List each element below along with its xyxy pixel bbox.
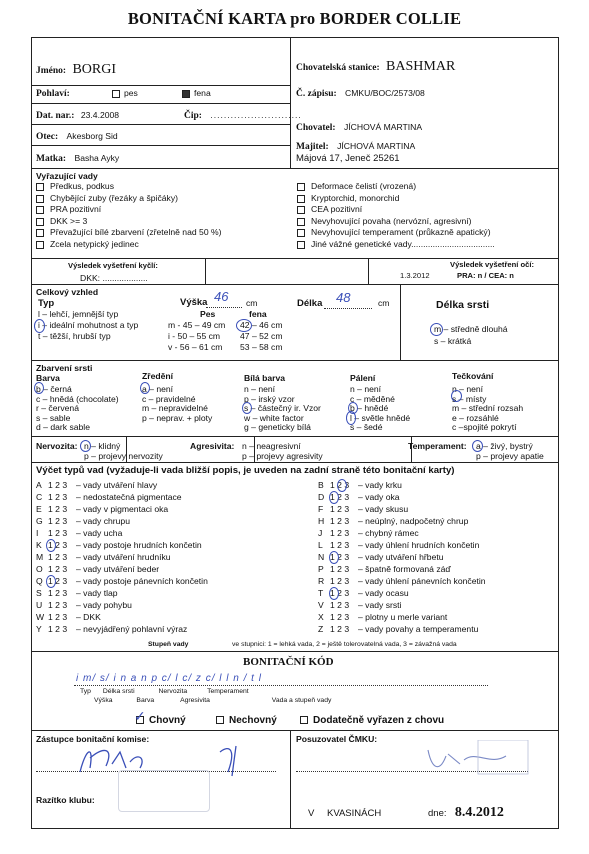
fault-severity: 1 2 3 (330, 480, 350, 490)
place-field (308, 808, 381, 819)
divider (290, 37, 291, 168)
hips-label: Výsledek vyšetření kyčlí: (68, 261, 158, 270)
dam-label: Matka: (36, 154, 67, 164)
disqualifying-checkbox[interactable] (36, 241, 44, 249)
fault-severity: 1 2 3 (330, 624, 350, 634)
card-title: BONITAČNÍ KARTA pro BORDER COLLIE (127, 9, 462, 28)
eyes-result-text: PRA: n / CEA: n (457, 271, 514, 280)
white-item: n – není (244, 384, 276, 394)
legend-coat: Délka srsti (102, 688, 135, 695)
disqualifying-item: PRA pozitivní (50, 204, 102, 215)
fault-severity: 1 2 3 (330, 504, 350, 514)
fault-description: – vady pohybu (76, 600, 132, 610)
female-size-v: 53 – 58 cm (240, 342, 283, 352)
disqualifying-item: Jiné vážné genetické vady................................... (311, 239, 495, 249)
temperament-label: Temperament: (408, 441, 467, 451)
breeder-value: JÍCHOVÁ MARTINA (343, 122, 423, 132)
fault-letter: E (36, 504, 42, 514)
chip-value: ........................... (210, 110, 302, 120)
fault-description: – vady v pigmentaci oka (76, 504, 169, 514)
fault-n-mark (329, 551, 339, 564)
severity-label: Stupeň vady (148, 641, 189, 648)
divider (400, 284, 401, 360)
aggression-none: n – neagresivní (242, 441, 301, 451)
fault-b-mark (337, 479, 347, 492)
color-title: Barva (36, 373, 60, 383)
nervousness-calm: n – klidný (84, 441, 121, 451)
hips-dkk: DKK: ................... (80, 273, 148, 283)
fault-description: – DKK (76, 612, 101, 622)
fault-description: – vady úhlení hrudních končetin (358, 540, 480, 550)
fault-description: – vady ucha (76, 528, 123, 538)
legend-type: Typ (80, 688, 91, 695)
fault-description: – nedostatečná pigmentace (76, 492, 182, 502)
fault-severity: 1 2 3 (330, 576, 350, 586)
faults-title: Výčet typů vad (vyžaduje-li vada bližší popis, je uveden na zadní straně této bonitační karty) (36, 465, 455, 476)
fault-description: – vady postoje hrudních končetin (76, 540, 202, 550)
type-item-light: l – lehčí, jemnější typ (38, 309, 119, 319)
owner-address: Májová 17, Jeneč 25261 (296, 153, 400, 164)
fault-severity: 1 2 3 (48, 612, 68, 622)
fault-letter: P (318, 564, 324, 574)
fault-letter: T (318, 588, 324, 598)
sex-label: Pohlaví: (36, 89, 70, 99)
fault-severity: 1 2 3 (330, 516, 350, 526)
breeding-label: Chovný (149, 715, 186, 726)
tan-item: n – není (350, 384, 382, 394)
color-item: b – černá (36, 384, 72, 394)
male-size-i: i - 50 – 55 cm (168, 331, 221, 341)
owner-label: Majitel: (296, 142, 329, 152)
fault-description: – vady utváření hřbetu (358, 552, 444, 562)
fault-k-mark (46, 539, 56, 552)
female-size-i: 47 – 52 cm (240, 331, 283, 341)
color-item: c – hnědá (chocolate) (36, 393, 119, 404)
fault-severity: 1 2 3 (48, 564, 68, 574)
male-size-m: m - 45 – 49 cm (168, 320, 226, 330)
disqualifying-item: Nevyhovující temperament (průkazně apatický) (311, 227, 491, 238)
fault-letter: U (36, 600, 43, 610)
female-label: fena (194, 88, 211, 98)
legend-height: Výška (94, 697, 113, 704)
fault-letter: M (36, 552, 44, 562)
male-label: pes (124, 88, 138, 98)
sire-label: Otec: (36, 132, 59, 142)
tan-item: c – měděné (350, 393, 395, 404)
fault-description: – špatně formovaná záď (358, 564, 451, 574)
tan-title: Pálení (350, 373, 376, 383)
fault-description: – vady skusu (358, 504, 409, 514)
white-title: Bílá barva (244, 373, 286, 383)
date-value: 8.4.2012 (454, 805, 504, 820)
fault-description: – vady srsti (358, 600, 402, 610)
fault-letter: B (318, 480, 324, 490)
color-item: d – dark sable (36, 422, 90, 433)
place-value: KVASINÁCH (326, 808, 382, 819)
code-value: i m/ s/ i n a n p c/ l c/ z c/ l l n / t l (76, 673, 262, 684)
fault-letter: L (318, 540, 323, 550)
birthdate-label: Dat. nar.: (36, 111, 75, 121)
white-item: w – white factor (244, 412, 304, 423)
color-item: s – sable (36, 412, 71, 423)
fault-description: – neúplný, nadpočetný chrup (358, 516, 469, 526)
divider (31, 651, 559, 652)
fault-letter: X (318, 612, 324, 622)
divider (31, 103, 290, 104)
fault-severity: 1 2 3 (330, 588, 350, 598)
code-legend-bottom (94, 697, 331, 704)
chip-label: Čip: (184, 111, 202, 121)
name-field (36, 62, 116, 78)
fault-description: – plotny u merle variant (358, 612, 448, 622)
fault-letter: Z (318, 624, 324, 634)
white-item: p – irský vzor (244, 393, 295, 404)
divider (31, 284, 559, 285)
type-label: Typ (38, 298, 55, 309)
fault-severity: 1 2 3 (330, 564, 350, 574)
severity-legend: ve stupnici: 1 = lehká vada, 2 = ještě tolerovatelná vada, 3 = závažná vada (232, 641, 457, 648)
tan-l-selection-mark (346, 411, 356, 425)
fault-severity: 1 2 3 (330, 492, 350, 502)
dilution-selection-mark (140, 382, 150, 394)
disqualifying-checkbox[interactable] (297, 229, 305, 237)
disqualifying-item: Kryptorchid, monorchid (311, 192, 400, 203)
fault-letter: F (318, 504, 324, 514)
fault-severity: 1 2 3 (48, 516, 68, 526)
fault-severity: 1 2 3 (330, 552, 350, 562)
fault-severity: 1 2 3 (330, 540, 350, 550)
registration-value: CMKU/BOC/2573/08 (345, 88, 425, 98)
fault-severity: 1 2 3 (48, 588, 68, 598)
female-size-m: 42 – 46 cm (240, 320, 283, 330)
length-value: 48 (336, 290, 351, 305)
ticking-selection-mark (451, 390, 462, 402)
removed-label: Dodatečně vyřazen z chovu (313, 715, 445, 726)
disqualifying-checkbox[interactable] (36, 195, 44, 203)
coat-length-title: Délka srsti (436, 299, 490, 311)
disqualifying-item: Předkus, podkus (50, 181, 115, 191)
code-legend-top (80, 688, 249, 695)
divider (31, 168, 559, 169)
fault-description: – vady utváření hlavy (76, 480, 158, 490)
fault-severity: 1 2 3 (48, 480, 68, 490)
name-value: BORGI (72, 62, 117, 77)
dam-value: Basha Ayky (74, 153, 120, 163)
ticking-item: e – rozsáhlé (452, 412, 499, 423)
tan-item: b – hnědé (350, 403, 389, 414)
divider (31, 258, 559, 259)
aggression-signs: p – projevy agresivity (242, 451, 323, 461)
legend-nervousness: Nervozita (158, 688, 188, 695)
fault-letter: J (318, 528, 323, 538)
name-label: Jméno: (36, 66, 67, 76)
white-selection-mark (242, 402, 252, 414)
divider (31, 436, 559, 437)
male-checkbox[interactable] (112, 90, 120, 98)
disqualifying-checkbox[interactable] (297, 206, 305, 214)
fault-description: – vady povahy a temperamentu (358, 624, 479, 634)
divider (290, 730, 291, 829)
male-size-v: v - 56 – 61 cm (168, 342, 223, 352)
dilution-item: a – není (142, 384, 174, 394)
judge-label: Posuzovatel ČMKU: (296, 734, 378, 744)
dilution-title: Zředění (142, 371, 174, 381)
sex-field (36, 88, 70, 99)
judge-signature (420, 740, 530, 780)
coloring-title: Zbarvení srsti (36, 363, 93, 373)
code-title: BONITAČNÍ KÓD (243, 656, 334, 668)
owner-field (296, 141, 415, 152)
disqualifying-checkbox[interactable] (36, 218, 44, 226)
fault-description: – chybný rámec (358, 528, 419, 538)
coat-length-medium: m – středně dlouhá (434, 324, 508, 334)
disqualifying-item: Chybějící zuby (řezáky a špičáky) (50, 192, 178, 203)
height-label: Výška (180, 297, 208, 308)
fault-severity: 1 2 3 (48, 576, 68, 586)
chip-field (184, 110, 302, 121)
fault-severity: 1 2 3 (48, 540, 68, 550)
fault-letter: Y (36, 624, 42, 634)
divider (31, 145, 290, 146)
divider (31, 360, 559, 361)
fault-description: – vady utváření hrudníku (76, 552, 171, 562)
disqualifying-checkbox[interactable] (297, 183, 305, 191)
stamp-label: Razítko klubu: (36, 795, 95, 805)
disqualifying-item: CEA pozitivní (311, 204, 363, 215)
non-breeding-label: Nechovný (229, 715, 277, 726)
fault-description: – vady ocasu (358, 588, 409, 598)
appearance-title: Celkový vzhled (36, 287, 99, 297)
fault-description: – vady krku (358, 480, 402, 490)
aggression-label: Agresivita: (190, 441, 235, 451)
birthdate-field (36, 110, 119, 121)
temperament-apathy: p – projevy apatie (476, 451, 544, 461)
fault-severity: 1 2 3 (48, 528, 68, 538)
owner-value: JÍCHOVÁ MARTINA (337, 141, 416, 151)
sire-field (36, 131, 118, 142)
divider (31, 124, 290, 125)
dilution-item: p – neprav. + ploty (142, 412, 213, 423)
fault-severity: 1 2 3 (48, 492, 68, 502)
temperament-selection-mark (472, 440, 483, 452)
breeder-field (296, 122, 422, 133)
disqualifying-checkbox[interactable] (36, 206, 44, 214)
dilution-item: c – pravidelné (142, 393, 196, 404)
disqualifying-checkbox[interactable] (297, 218, 305, 226)
legend-temperament: Temperament (207, 688, 249, 695)
fault-letter: S (36, 588, 42, 598)
fault-description: – nevyjádřený pohlavní výraz (76, 624, 188, 634)
color-selection-mark (34, 382, 44, 394)
fault-severity: 1 2 3 (48, 504, 68, 514)
code-line (74, 684, 488, 686)
non-breeding-checkbox[interactable] (216, 716, 224, 724)
female-column-label: fena (249, 309, 267, 319)
disqualifying-checkbox[interactable] (297, 195, 305, 203)
length-label: Délka (297, 298, 323, 309)
fault-description: – vady chrupu (76, 516, 130, 526)
fault-severity: 1 2 3 (330, 612, 350, 622)
fault-letter: K (36, 540, 42, 550)
fault-letter: V (318, 600, 324, 610)
fault-letter: N (318, 552, 325, 562)
fault-severity: 1 2 3 (330, 528, 350, 538)
coat-selection-mark (430, 323, 443, 336)
length-line (324, 299, 372, 309)
club-stamp (118, 770, 210, 812)
length-unit: cm (378, 298, 390, 308)
fault-letter: A (36, 480, 42, 490)
disqualifying-checkbox[interactable] (36, 183, 44, 191)
date-field (428, 805, 504, 821)
fault-severity: 1 2 3 (48, 552, 68, 562)
breeder-label: Chovatel: (296, 123, 336, 133)
fault-letter: Q (36, 576, 43, 586)
fault-description: – vady oka (358, 492, 400, 502)
legend-color: Barva (136, 697, 155, 704)
fault-d-mark (329, 491, 339, 504)
male-column-label: Pes (200, 309, 216, 319)
legend-aggression: Agresivita (180, 697, 210, 704)
coat-length-short: s – krátká (434, 336, 472, 346)
fault-description: – vady utváření beder (76, 564, 160, 574)
type-item-heavy: t – těžší, hrubší typ (38, 331, 111, 341)
kennel-label: Chovatelská stanice: (296, 63, 380, 73)
eyes-result (457, 271, 514, 280)
registration-field (296, 88, 425, 99)
height-value: 46 (214, 289, 229, 304)
disqualifying-item: Nevyhovující povaha (nervózní, agresivní) (311, 215, 472, 226)
nervousness-label: Nervozita: (36, 441, 78, 451)
date-label: dne: (428, 808, 447, 819)
type-item-ideal: i – ideální mohutnost a typ (38, 320, 139, 330)
fault-letter: R (318, 576, 325, 586)
registration-label: Č. zápisu: (296, 89, 337, 99)
white-item: s – částečný ir. Vzor (244, 403, 321, 414)
birthdate-value: 23.4.2008 (80, 110, 120, 120)
tan-item: l – světle hnědé (350, 412, 411, 423)
disqualifying-item: Převažující bílé zbarvení (zřetelně nad 50 %) (50, 227, 222, 238)
white-item: g – geneticky bílá (244, 422, 311, 433)
disqualifying-checkbox[interactable] (297, 241, 305, 249)
dilution-item: m – nepravidelné (142, 403, 208, 414)
removed-checkbox[interactable] (300, 716, 308, 724)
nervousness-selection-mark (80, 440, 91, 452)
divider (31, 462, 559, 463)
fault-description: – vady postoje pánevních končetin (76, 576, 208, 586)
fault-severity: 1 2 3 (48, 624, 68, 634)
legend-fault: Vada a stupeň vady (271, 697, 332, 704)
eyes-date: 1.3.2012 (400, 271, 430, 280)
disqualifying-checkbox[interactable] (36, 229, 44, 237)
kennel-field (296, 59, 455, 75)
disqualifying-title: Vyřazující vady (36, 171, 98, 181)
ticking-item: n – není (452, 384, 484, 394)
dam-field (36, 153, 119, 164)
sire-value: Akesborg Sid (66, 131, 118, 141)
ticking-title: Tečkování (452, 371, 494, 381)
temperament-lively: a – živý, bystrý (476, 441, 533, 451)
female-checkbox[interactable] (182, 90, 190, 98)
disqualifying-item: DKK >= 3 (50, 215, 88, 226)
height-line (206, 298, 242, 308)
fault-severity: 1 2 3 (330, 600, 350, 610)
type-selection-mark (34, 319, 45, 333)
fault-letter: O (36, 564, 43, 574)
kennel-value: BASHMAR (386, 59, 456, 74)
fault-letter: I (36, 528, 39, 538)
ticking-item: s – místy (452, 393, 487, 404)
fault-letter: C (36, 492, 43, 502)
breeding-check-mark: ✓ (134, 708, 146, 724)
divider (31, 85, 290, 86)
fault-letter: G (36, 516, 43, 526)
size-selection-mark (236, 319, 252, 332)
fault-t-mark (329, 587, 339, 600)
disqualifying-item: Zcela netypický jedinec (50, 239, 139, 249)
divider (205, 258, 206, 284)
ticking-item: m – střední rozsah (452, 403, 524, 414)
disqualifying-item: Deformace čelistí (vrozená) (311, 181, 417, 191)
fault-letter: H (318, 516, 325, 526)
tan-item: s – šedé (350, 422, 383, 433)
fault-description: – vady tlap (76, 588, 118, 598)
place-prefix: V (308, 808, 315, 819)
eyes-label: Výsledek vyšetření očí: (450, 260, 534, 269)
divider (31, 730, 559, 731)
divider (368, 258, 369, 284)
fault-letter: D (318, 492, 325, 502)
nervousness-signs: p – projevy nervozity (84, 451, 163, 461)
color-item: r – červená (36, 403, 79, 414)
ticking-item: c –spojité pokrytí (452, 422, 517, 433)
fault-severity: 1 2 3 (48, 600, 68, 610)
commission-label: Zástupce bonitační komise: (36, 734, 150, 744)
fault-letter: W (36, 612, 45, 622)
fault-description: – vady úhlení pánevních končetin (358, 576, 486, 586)
height-unit: cm (246, 298, 258, 308)
fault-q-mark (46, 575, 56, 588)
